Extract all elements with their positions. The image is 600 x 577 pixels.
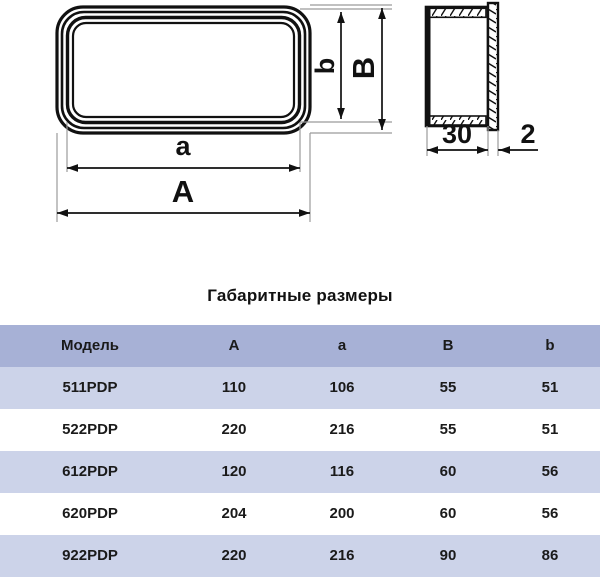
technical-drawing bbox=[0, 0, 600, 280]
cell-B: 55 bbox=[439, 379, 457, 396]
cell-B: 90 bbox=[439, 547, 457, 564]
column-header-b: b bbox=[545, 337, 555, 354]
cell-b: 51 bbox=[541, 421, 559, 438]
cell-B: 60 bbox=[439, 463, 457, 480]
table-row bbox=[0, 409, 600, 451]
front-view-profile bbox=[57, 7, 310, 133]
column-header-B: B bbox=[442, 337, 454, 354]
table-row bbox=[0, 493, 600, 535]
table-header-row bbox=[0, 325, 600, 367]
dimension-A-outer bbox=[57, 174, 310, 213]
column-header-a: a bbox=[337, 337, 347, 354]
table-row bbox=[0, 451, 600, 493]
cell-A: 204 bbox=[221, 505, 247, 522]
cell-model: 522PDP bbox=[62, 421, 118, 438]
dimensions-table bbox=[0, 325, 600, 577]
cell-B: 60 bbox=[439, 505, 457, 522]
dimension-b-inner bbox=[310, 12, 341, 119]
cell-model: 922PDP bbox=[62, 547, 118, 564]
cell-b: 86 bbox=[541, 547, 559, 564]
cell-b: 56 bbox=[541, 463, 559, 480]
cell-b: 51 bbox=[541, 379, 559, 396]
column-header-model: Модель bbox=[60, 337, 120, 354]
dimension-label-30: 30 bbox=[441, 119, 473, 149]
cell-a: 216 bbox=[329, 421, 355, 438]
dimension-a-inner bbox=[67, 131, 300, 168]
cell-A: 220 bbox=[221, 421, 247, 438]
dimension-label-B: B bbox=[346, 56, 382, 80]
page-title: Габаритные размеры bbox=[207, 286, 393, 305]
cell-A: 110 bbox=[221, 379, 247, 396]
dimension-B-outer bbox=[346, 8, 382, 130]
dimension-label-2: 2 bbox=[520, 119, 536, 149]
side-view-profile bbox=[426, 3, 498, 130]
cell-a: 216 bbox=[329, 547, 355, 564]
cell-model: 612PDP bbox=[62, 463, 118, 480]
dimension-label-b: b bbox=[310, 57, 341, 75]
cell-b: 56 bbox=[541, 505, 559, 522]
cell-A: 120 bbox=[221, 463, 247, 480]
dimension-label-A: A bbox=[171, 174, 195, 209]
column-header-A: A bbox=[228, 337, 240, 354]
cell-a: 200 bbox=[329, 505, 355, 522]
cell-a: 106 bbox=[329, 379, 355, 396]
dimension-2 bbox=[498, 119, 538, 150]
cell-B: 55 bbox=[439, 421, 457, 438]
cell-model: 620PDP bbox=[62, 505, 118, 522]
table-row bbox=[0, 367, 600, 409]
dimension-label-a: a bbox=[175, 131, 191, 161]
cell-model: 511PDP bbox=[62, 379, 118, 396]
cell-a: 116 bbox=[329, 463, 355, 480]
cell-A: 220 bbox=[221, 547, 247, 564]
